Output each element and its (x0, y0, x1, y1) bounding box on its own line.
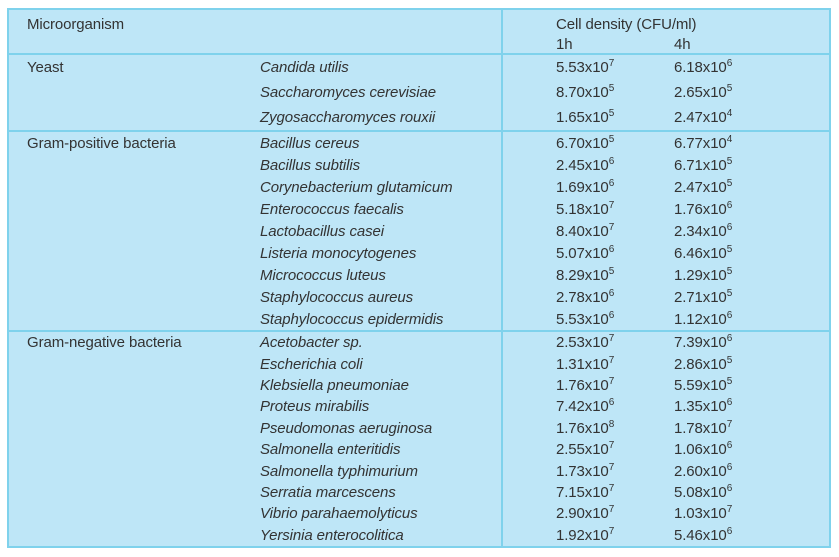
value-4h: $2.60x10^6$ (674, 461, 733, 480)
value-4h: $2.34x10^6$ (674, 221, 733, 240)
values-cell (501, 198, 829, 220)
exponent: 6 (726, 221, 733, 233)
value-1h: $1.31x10^7$ (556, 354, 615, 373)
exponent: 5 (726, 177, 733, 189)
values-cell (501, 264, 829, 286)
exponent: 6 (608, 397, 615, 409)
value-1h: $1.73x10^7$ (556, 461, 615, 480)
exponent: 8 (608, 418, 615, 430)
value-4h: $1.78x10^7$ (674, 418, 733, 437)
table-row (9, 132, 829, 154)
value-4h: $2.65x10^5$ (674, 83, 733, 101)
table-header (9, 10, 829, 55)
value-1h: $1.92x10^7$ (556, 525, 615, 544)
value-4h: $6.46x10^5$ (674, 243, 733, 262)
values-cell (501, 375, 829, 396)
exponent: 7 (726, 504, 733, 516)
value-1h: $5.53x10^7$ (556, 58, 615, 76)
exponent: 6 (726, 397, 733, 409)
values-cell (501, 55, 829, 80)
exponent: 5 (726, 83, 733, 94)
values-cell (501, 105, 829, 130)
exponent: 6 (726, 461, 733, 473)
exponent: 6 (608, 287, 615, 299)
table-row (9, 176, 829, 198)
cell-density-label: Cell density (CFU/ml) (556, 16, 697, 33)
values-cell (501, 332, 829, 353)
species-cell: Salmonella enteritidis (260, 441, 401, 459)
exponent: 5 (726, 287, 733, 299)
exponent: 4 (726, 108, 733, 119)
exponent: 7 (608, 354, 615, 366)
table-section (9, 130, 829, 330)
table-row (9, 154, 829, 176)
value-4h: $5.08x10^6$ (674, 483, 733, 502)
species-cell: Saccharomyces cerevisiae (260, 84, 437, 101)
value-4h: $2.47x10^4$ (674, 108, 733, 126)
species-cell: Pseudomonas aeruginosa (260, 419, 433, 437)
species-cell: Zygosaccharomyces rouxii (260, 109, 436, 126)
exponent: 6 (608, 243, 615, 255)
values-cell (501, 154, 829, 176)
exponent: 7 (608, 504, 615, 516)
values-cell (501, 308, 829, 330)
species-cell: Salmonella typhimurium (260, 462, 418, 480)
table-row (9, 80, 829, 105)
values-cell (501, 80, 829, 105)
values-cell (501, 503, 829, 524)
values-cell (501, 176, 829, 198)
exponent: 6 (608, 177, 615, 189)
species-cell: Enterococcus faecalis (260, 200, 404, 218)
exponent: 7 (608, 58, 615, 69)
exponent: 6 (726, 333, 733, 345)
value-4h: $5.59x10^5$ (674, 376, 733, 395)
value-1h: $7.42x10^6$ (556, 397, 615, 416)
values-cell (501, 396, 829, 417)
table-row (9, 525, 829, 546)
value-1h: $8.40x10^7$ (556, 221, 615, 240)
exponent: 5 (726, 155, 733, 167)
value-1h: $6.70x10^5$ (556, 133, 615, 152)
values-cell (501, 418, 829, 439)
table-row (9, 308, 829, 330)
species-cell: Klebsiella pneumoniae (260, 377, 409, 395)
value-4h: $1.76x10^6$ (674, 199, 733, 218)
table-body (9, 55, 829, 546)
exponent: 7 (608, 221, 615, 233)
value-1h: $1.69x10^6$ (556, 177, 615, 196)
exponent: 5 (608, 133, 615, 145)
exponent: 7 (608, 525, 615, 537)
table-row (9, 439, 829, 460)
value-4h: $6.77x10^4$ (674, 133, 733, 152)
species-cell: Yersinia enterocolitica (260, 526, 404, 544)
table-row (9, 353, 829, 374)
species-cell: Acetobacter sp. (260, 334, 363, 352)
table-row (9, 460, 829, 481)
value-4h: $2.86x10^5$ (674, 354, 733, 373)
values-cell (501, 460, 829, 481)
exponent: 6 (726, 199, 733, 211)
exponent: 7 (608, 461, 615, 473)
species-cell: Bacillus subtilis (260, 156, 361, 174)
species-cell: Candida utilis (260, 59, 349, 76)
species-cell: Escherichia coli (260, 355, 363, 373)
value-1h: $1.76x10^7$ (556, 376, 615, 395)
table-row (9, 220, 829, 242)
value-1h: $5.18x10^7$ (556, 199, 615, 218)
exponent: 6 (726, 58, 733, 69)
column-header-cell-density-group (501, 10, 829, 54)
table-row (9, 198, 829, 220)
exponent: 7 (608, 199, 615, 211)
species-cell: Staphylococcus aureus (260, 288, 413, 306)
group-cell: Gram-positive bacteria (27, 134, 176, 152)
exponent: 6 (726, 483, 733, 495)
group-cell: Yeast (27, 59, 64, 76)
subheader-row (556, 35, 829, 54)
exponent: 7 (608, 376, 615, 388)
value-1h: $5.53x10^6$ (556, 309, 615, 328)
table-row (9, 286, 829, 308)
table-row (9, 242, 829, 264)
exponent: 5 (608, 108, 615, 119)
value-1h: $7.15x10^7$ (556, 483, 615, 502)
table-row (9, 332, 829, 353)
species-cell: Bacillus cereus (260, 134, 360, 152)
value-1h: $2.45x10^6$ (556, 155, 615, 174)
value-1h: $2.55x10^7$ (556, 440, 615, 459)
exponent: 5 (726, 354, 733, 366)
subcolumn-header-1h: 1h (556, 36, 573, 53)
species-cell: Listeria monocytogenes (260, 244, 417, 262)
values-cell (501, 525, 829, 546)
exponent: 7 (608, 483, 615, 495)
values-cell (501, 242, 829, 264)
exponent: 6 (726, 309, 733, 321)
exponent: 6 (608, 309, 615, 321)
value-4h: $7.39x10^6$ (674, 333, 733, 352)
value-4h: $5.46x10^6$ (674, 525, 733, 544)
table-row (9, 396, 829, 417)
value-4h: $1.29x10^5$ (674, 265, 733, 284)
species-cell: Staphylococcus epidermidis (260, 310, 444, 328)
subcolumn-header-4h: 4h (674, 36, 691, 53)
species-cell: Proteus mirabilis (260, 398, 370, 416)
value-4h: $1.06x10^6$ (674, 440, 733, 459)
value-4h: $1.03x10^7$ (674, 504, 733, 523)
table-row (9, 105, 829, 130)
value-1h: $2.90x10^7$ (556, 504, 615, 523)
table-section (9, 55, 829, 130)
exponent: 4 (726, 133, 733, 145)
value-1h: $1.65x10^5$ (556, 108, 615, 126)
value-1h: $8.29x10^5$ (556, 265, 615, 284)
species-cell: Corynebacterium glutamicum (260, 178, 453, 196)
exponent: 7 (608, 333, 615, 345)
table-row (9, 482, 829, 503)
table-row (9, 375, 829, 396)
value-1h: $5.07x10^6$ (556, 243, 615, 262)
exponent: 6 (726, 525, 733, 537)
table-row (9, 503, 829, 524)
species-cell: Micrococcus luteus (260, 266, 386, 284)
table-row (9, 55, 829, 80)
value-4h: $1.12x10^6$ (674, 309, 733, 328)
exponent: 5 (608, 265, 615, 277)
exponent: 5 (726, 243, 733, 255)
value-4h: $6.18x10^6$ (674, 58, 733, 76)
table-row (9, 264, 829, 286)
exponent: 6 (608, 155, 615, 167)
value-4h: $6.71x10^5$ (674, 155, 733, 174)
table-row (9, 418, 829, 439)
exponent: 5 (726, 376, 733, 388)
group-cell: Gram-negative bacteria (27, 334, 182, 352)
value-4h: $1.35x10^6$ (674, 397, 733, 416)
exponent: 5 (608, 83, 615, 94)
table-section (9, 330, 829, 546)
microorganism-cell-density-table (7, 8, 831, 548)
values-cell (501, 286, 829, 308)
species-cell: Vibrio parahaemolyticus (260, 505, 418, 523)
column-header-microorganism: Microorganism (27, 16, 125, 33)
value-1h: $1.76x10^8$ (556, 418, 615, 437)
value-1h: $2.78x10^6$ (556, 287, 615, 306)
values-cell (501, 132, 829, 154)
exponent: 6 (726, 440, 733, 452)
value-4h: $2.47x10^5$ (674, 177, 733, 196)
value-1h: $8.70x10^5$ (556, 83, 615, 101)
species-cell: Lactobacillus casei (260, 222, 385, 240)
values-cell (501, 353, 829, 374)
species-cell: Serratia marcescens (260, 484, 396, 502)
exponent: 7 (726, 418, 733, 430)
exponent: 7 (608, 440, 615, 452)
values-cell (501, 220, 829, 242)
values-cell (501, 482, 829, 503)
value-1h: $2.53x10^7$ (556, 333, 615, 352)
exponent: 5 (726, 265, 733, 277)
values-cell (501, 439, 829, 460)
value-4h: $2.71x10^5$ (674, 287, 733, 306)
